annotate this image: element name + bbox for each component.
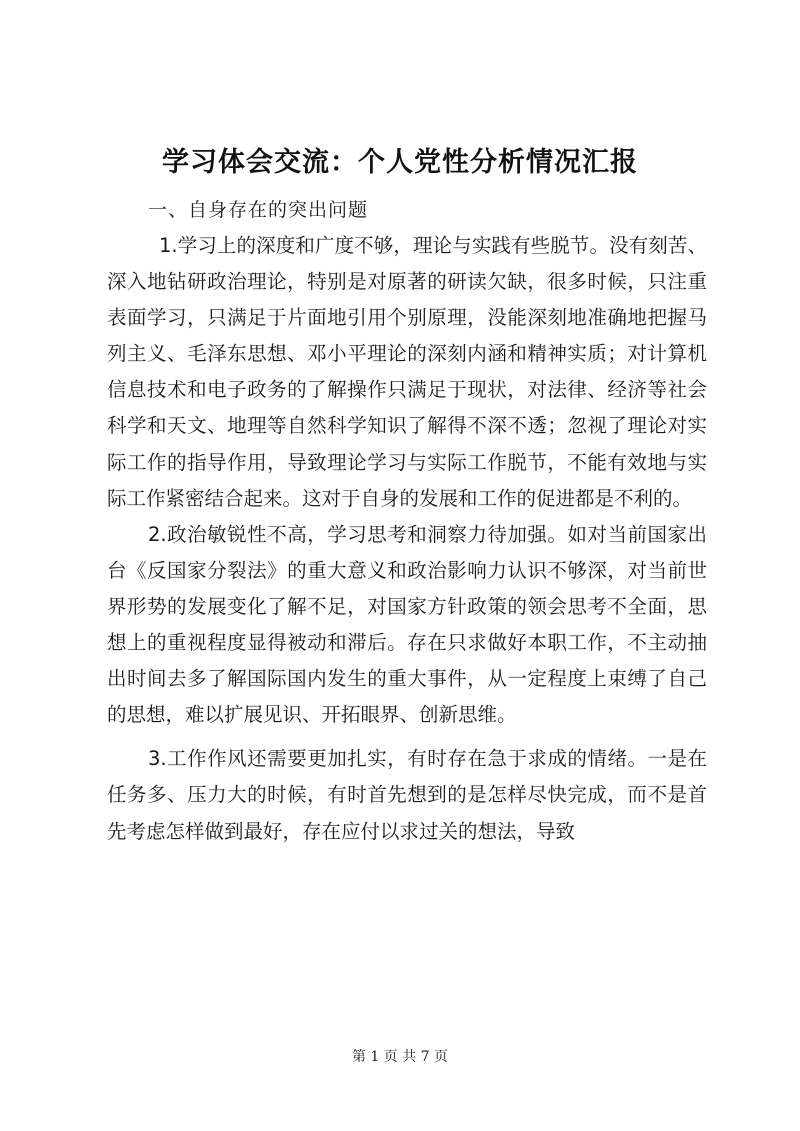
section-heading: 一、自身存在的突出问题	[148, 199, 369, 221]
document-title: 学习体会交流：个人党性分析情况汇报	[162, 147, 638, 178]
document-body	[107, 228, 707, 850]
page-number-footer: 第 1 页 共 7 页	[351, 1049, 449, 1065]
paragraph-3: 3.工作作风还需要更加扎实，有时存在急于求成的情绪。一是在任务多、压力大的时候，有时首先想到的是怎样尽快完成，而不是首先考虑怎样做到最好，存在应付以求过关的想法，导致	[107, 747, 707, 843]
paragraph-2: 2.政治敏锐性不高，学习思考和洞察力待加强。如对当前国家出台《反国家分裂法》的重大意义和政治影响力认识不够深，对当前世界形势的发展变化了解不足，对国家方针政策的领会思考不全面，思想上的重视程度显得被动和滞后。存在只求做好本职工作，不主动抽出时间去多了解国际国内发生的重大事件，从一定程度上束缚了自己的思想，难以扩展见识、开拓眼界、创新思维。	[107, 522, 707, 727]
paragraph-1: 1.学习上的深度和广度不够，理论与实践有些脱节。没有刻苦、深入地钻研政治理论，特别是对原著的研读欠缺，很多时候，只注重表面学习，只满足于片面地引用个别原理，没能深刻地准确地把握马列主义、毛泽东思想、邓小平理论的深刻内涵和精神实质；对计算机信息技术和电子政务的了解操作只满足于现状，对法律、经济等社会科学和天文、地理等自然科学知识了解得不深不透；忽视了理论对实际工作的指导作用，导致理论学习与实际工作脱节，不能有效地与实际工作紧密结合起来。这对于自身的发展和工作的促进都是不利的。	[107, 234, 707, 510]
